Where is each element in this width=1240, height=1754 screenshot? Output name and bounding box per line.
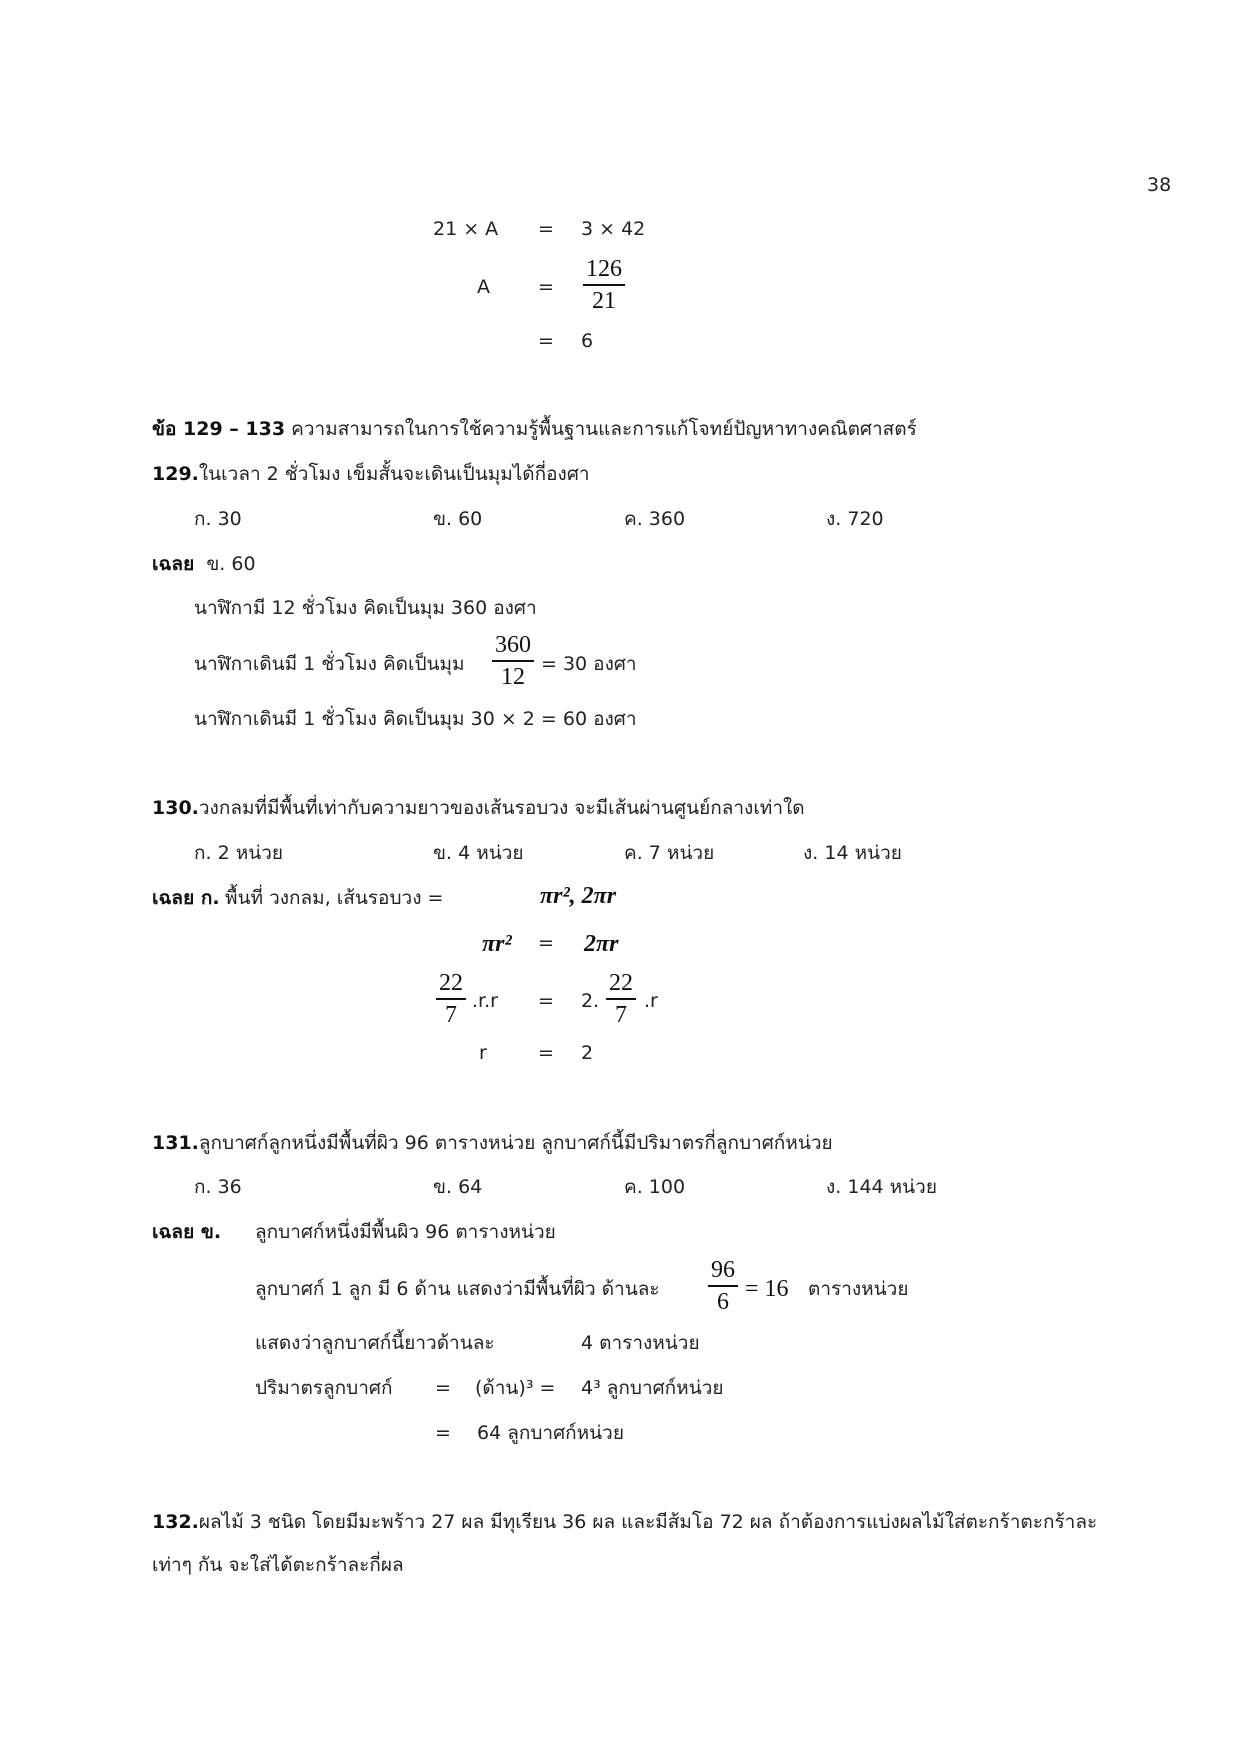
equals-sign: =: [435, 1422, 451, 1444]
equals-sign: =: [538, 990, 554, 1012]
answer-label: เฉลย: [152, 553, 195, 575]
choice-a: ก. 2 หน่วย: [194, 842, 284, 864]
denominator: 7: [445, 1002, 457, 1029]
question-text-continued: เท่าๆ กัน จะใส่ได้ตะกร้าละกี่ผล: [152, 1554, 404, 1576]
answer-label: เฉลย ก.: [152, 887, 220, 909]
answer: [152, 555, 256, 574]
question-text: ในเวลา 2 ชั่วโมง เข็มสั้นจะเดินเป็นมุมได้กี่องศา: [198, 463, 590, 485]
equals-sign: =: [538, 1042, 554, 1064]
solution-line: นาฬิกามี 12 ชั่วโมง คิดเป็นมุม 360 องศา: [194, 597, 537, 619]
equals-sign: =: [538, 276, 554, 298]
choice-a: ก. 30: [194, 508, 242, 530]
solution-line: ลูกบาศก์ 1 ลูก มี 6 ด้าน แสดงว่ามีพื้นที่ผิว ด้านละ: [255, 1278, 660, 1300]
numerator: 126: [583, 256, 625, 286]
solution-formula: (ด้าน)³ =: [475, 1377, 556, 1399]
choice-a: ก. 36: [194, 1176, 242, 1198]
equation-left: 21 × A: [433, 218, 499, 240]
answer-label: เฉลย ข.: [152, 1221, 222, 1243]
fraction: [708, 1257, 738, 1316]
question-text: วงกลมที่มีพื้นที่เท่ากับความยาวของเส้นรอบวง จะมีเส้นผ่านศูนย์กลางเท่าใด: [198, 797, 805, 819]
equals-sign: =: [538, 330, 554, 352]
numerator: 96: [708, 1257, 738, 1287]
solution-value: 4³ ลูกบาศก์หน่วย: [581, 1377, 724, 1399]
question-text: ผลไม้ 3 ชนิด โดยมีมะพร้าว 27 ผล มีทุเรียน 36 ผล และมีส้มโอ 72 ผล ถ้าต้องการแบ่งผลไม้ใส่ตะกร้าตะกร้าละ: [198, 1511, 1098, 1533]
numerator: 22: [436, 970, 466, 1000]
equation-left: A: [477, 276, 490, 298]
question-132: [152, 1513, 1097, 1532]
question-129: [152, 465, 590, 484]
solution-value: 4 ตารางหน่วย: [581, 1332, 700, 1354]
solution-result: = 16: [745, 1276, 789, 1302]
choice-c: ค. 7 หน่วย: [624, 842, 715, 864]
unit-label: ตารางหน่วย: [808, 1278, 909, 1300]
equation-right-prefix: 2.: [581, 990, 600, 1012]
question-text: ลูกบาศก์ลูกหนึ่งมีพื้นที่ผิว 96 ตารางหน่วย ลูกบาศก์นี้มีปริมาตรกี่ลูกบาศก์หน่วย: [198, 1132, 833, 1154]
denominator: 21: [592, 288, 616, 315]
question-number: 132.: [152, 1511, 199, 1533]
equation-left: πr²: [482, 931, 512, 957]
fraction: [436, 970, 466, 1029]
solution-line: ลูกบาศก์หนึ่งมีพื้นผิว 96 ตารางหน่วย: [255, 1221, 556, 1243]
section-header: [152, 420, 917, 439]
fraction: [492, 632, 534, 691]
solution-line: นาฬิกาเดินมี 1 ชั่วโมง คิดเป็นมุม: [194, 653, 465, 675]
numerator: 360: [492, 632, 534, 662]
choice-b: ข. 60: [433, 508, 483, 530]
solution-line: แสดงว่าลูกบาศก์นี้ยาวด้านละ: [255, 1332, 495, 1354]
fraction: [583, 256, 625, 315]
equals-sign: =: [538, 932, 554, 954]
equation-right: 2πr: [584, 931, 619, 957]
denominator: 7: [615, 1002, 627, 1029]
equation-left-suffix: .r.r: [472, 990, 498, 1012]
solution-result: = 30 องศา: [541, 653, 637, 675]
choice-d: ง. 720: [826, 508, 884, 530]
page-number: 38: [1147, 174, 1172, 196]
equation-left: r: [479, 1042, 487, 1064]
choice-b: ข. 64: [433, 1176, 483, 1198]
question-number: 131.: [152, 1132, 199, 1154]
solution-line: นาฬิกาเดินมี 1 ชั่วโมง คิดเป็นมุม 30 × 2 = 60 องศา: [194, 708, 637, 730]
question-130: [152, 799, 805, 818]
section-range: ข้อ 129 – 133: [152, 418, 286, 440]
choice-d: ง. 144 หน่วย: [826, 1176, 937, 1198]
question-number: 130.: [152, 797, 199, 819]
fraction: [606, 970, 636, 1029]
equals-sign: =: [538, 218, 554, 240]
choice-c: ค. 100: [624, 1176, 686, 1198]
question-number: 129.: [152, 463, 199, 485]
choice-d: ง. 14 หน่วย: [803, 842, 902, 864]
formula: πr², 2πr: [540, 883, 617, 909]
denominator: 12: [501, 664, 525, 691]
solution-line: พื้นที่ วงกลม, เส้นรอบวง =: [225, 887, 444, 909]
section-description: ความสามารถในการใช้ความรู้พื้นฐานและการแก้โจทย์ปัญหาทางคณิตศาสตร์: [285, 418, 917, 440]
solution-line: ปริมาตรลูกบาศก์: [255, 1377, 393, 1399]
question-131: [152, 1134, 833, 1153]
equation-right: 3 × 42: [581, 218, 646, 240]
choice-b: ข. 4 หน่วย: [433, 842, 524, 864]
equals-sign: =: [435, 1377, 451, 1399]
equation-right-suffix: .r: [644, 990, 658, 1012]
equation-right: 6: [581, 330, 594, 352]
denominator: 6: [717, 1289, 729, 1316]
solution-value: 64 ลูกบาศก์หน่วย: [477, 1422, 624, 1444]
answer-value: ข. 60: [206, 553, 256, 575]
equation-right: 2: [581, 1042, 594, 1064]
numerator: 22: [606, 970, 636, 1000]
choice-c: ค. 360: [624, 508, 686, 530]
